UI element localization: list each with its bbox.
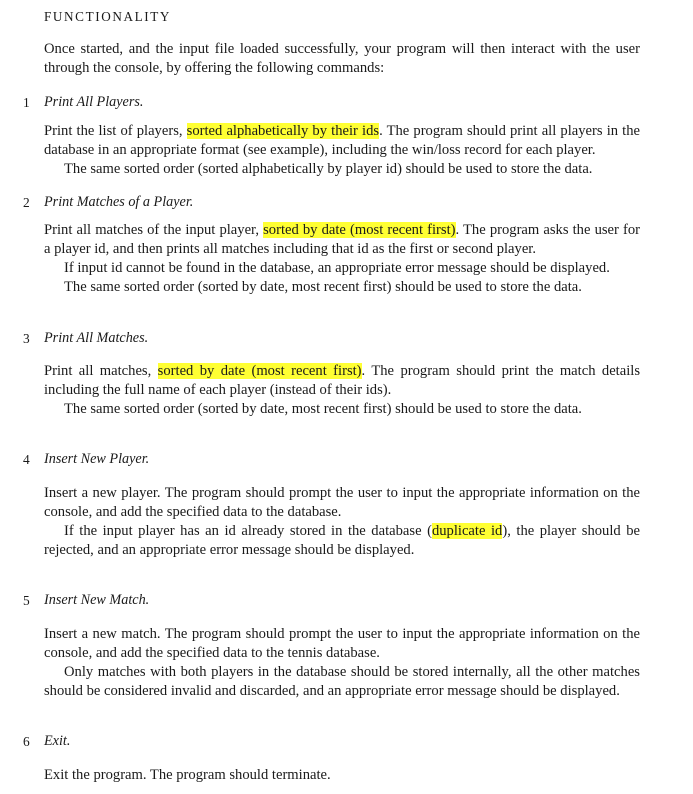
item-5-title: Insert New Match. [44,592,150,608]
item-2-number: 2 [23,195,30,210]
highlight: duplicate id [431,523,503,539]
section-heading: FUNCTIONALITY [44,9,172,24]
item-4-description: Insert a new player. The program should prompt the user to input the appropriate information on the console, and add the specified data to the database. [44,485,640,520]
item-2-description: Print all matches of the input player, sorted by date (most recent first). The program asks the user for a player id, and then prints all matches including that id as the first or second player. [44,222,641,257]
item-6-title: Exit. [44,733,71,749]
item-4-note: If the input player has an id already stored in the database (duplicate id), the player should be rejected, and an appropriate error message should be displayed. [44,523,640,558]
item-2-note: The same sorted order (sorted by date, most recent first) should be used to store the data. [64,279,582,295]
item-4-number: 4 [23,452,30,467]
item-1-description: Print the list of players, sorted alphabetically by their ids. The program should print all players in the database in an appropriate format (see example), including the win/loss record for each player. [44,123,641,158]
item-1-title: Print All Players. [44,94,144,110]
item-3-description: Print all matches, sorted by date (most recent first). The program should print the match details including the full name of each player (instead of their ids). [44,363,640,398]
item-2-error-note: If input id cannot be found in the database, an appropriate error message should be displayed. [64,260,610,276]
highlight: sorted by date (most recent first) [157,363,362,379]
item-3-number: 3 [23,331,30,346]
highlight: sorted by date (most recent first) [263,222,456,238]
item-1-note: The same sorted order (sorted alphabetically by player id) should be used to store the data. [64,161,593,177]
item-2-title: Print Matches of a Player. [44,194,194,210]
item-6-description: Exit the program. The program should terminate. [44,767,331,783]
item-5-number: 5 [23,593,30,608]
item-4-title: Insert New Player. [44,451,150,467]
item-3-title: Print All Matches. [44,330,149,346]
item-5-note: Only matches with both players in the database should be stored internally, all the other matches should be considered invalid and discarded, and an appropriate error message should be displayed. [44,664,640,699]
highlight: sorted alphabetically by their ids [186,123,380,139]
item-3-note: The same sorted order (sorted by date, most recent first) should be used to store the data. [64,401,582,417]
intro-paragraph: Once started, and the input file loaded successfully, your program will then interact with the user through the console, by offering the following commands: [44,41,640,76]
item-6-number: 6 [23,734,30,749]
item-5-description: Insert a new match. The program should prompt the user to input the appropriate information on the console, and add the specified data to the tennis database. [44,626,640,661]
item-1-number: 1 [23,95,30,110]
